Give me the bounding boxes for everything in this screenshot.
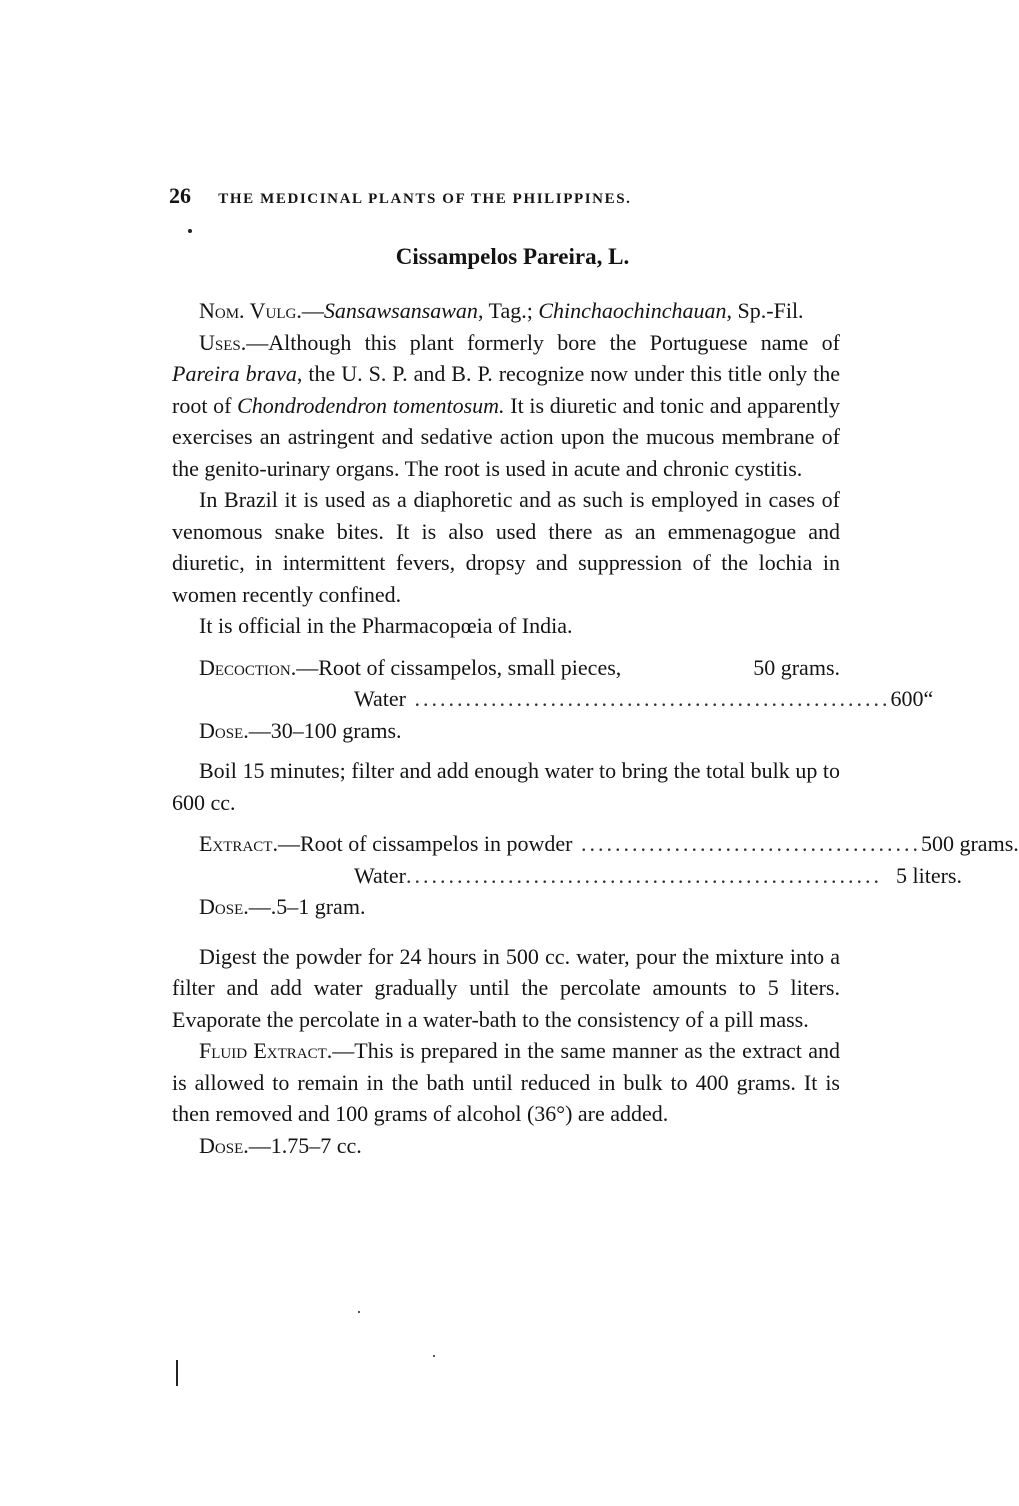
decoction-amount-2: 600 <box>890 686 924 711</box>
official-paragraph: It is official in the Pharmacopœia of India. <box>199 613 573 638</box>
dash: — <box>301 298 324 323</box>
brazil-paragraph: In Brazil it is used as a diaphoretic and as such is employed in cases of venomous snake bites. It is also used there as an emmenagogue and diuretic, in intermittent fevers, dropsy and suppression of the lochia in women recently confined. <box>172 487 840 607</box>
fluid-extract-label: Fluid Extract. <box>199 1038 333 1063</box>
decoction-line-1 <box>172 652 840 684</box>
print-speck <box>358 1311 360 1313</box>
decoction-recipe <box>172 652 934 819</box>
extract-amount-1: 500 grams. <box>920 831 1019 856</box>
extract-ingredient: —Root of cissampelos in powder <box>277 831 573 856</box>
leader-dots: ........................................................ <box>405 686 891 711</box>
decoction-ingredient: —Root of cissampelos, small pieces, <box>296 654 622 680</box>
extract-label: Extract. <box>199 831 278 856</box>
page-number: 26 <box>169 183 191 208</box>
fluid-extract-text: —This is prepared in the same manner as the extract and is allowed to remain in the bath until reduced in bulk to 400 grams. It is then removed and 100 grams of alcohol (36°) are added. <box>172 1038 840 1126</box>
decoction-dose <box>172 715 840 747</box>
leader-dots: ........................................ <box>572 831 921 856</box>
decoction-label: Decoction. <box>199 654 297 680</box>
running-header <box>169 183 849 209</box>
uses-paragraph <box>172 327 840 485</box>
dose-label: Dose. <box>199 894 249 919</box>
dose-label: Dose. <box>199 717 249 743</box>
extract-instructions: Digest the powder for 24 hours in 500 cc. water, pour the mixture into a filter and add water gradually until the percolate amounts to 5 liters. Evaporate the percolate in a water-bath to the consistency of a pill mass. <box>172 943 840 1032</box>
dose-value: —.5–1 gram. <box>248 894 366 919</box>
margin-mark <box>176 1360 178 1386</box>
extract-dose <box>172 891 840 923</box>
language-tag: , Tag.; <box>477 298 539 323</box>
section-title: Cissampelos Pareira, L. <box>395 244 630 269</box>
spanish-filipino-name: Chinchaochinchauan <box>538 298 727 323</box>
print-speck <box>188 229 192 233</box>
extract-line-2 <box>172 860 962 892</box>
running-title: THE MEDICINAL PLANTS OF THE PHILIPPINES. <box>218 191 632 207</box>
body-text <box>172 295 1019 1161</box>
extract-recipe <box>172 828 1019 1035</box>
extract-amount-2: 5 liters. <box>895 862 962 888</box>
dose-value: —1.75–7 cc. <box>248 1132 362 1158</box>
uses-label: Uses. <box>199 329 247 355</box>
decoction-amount-1: 50 grams. <box>753 654 840 680</box>
pareira-brava: Pareira brava <box>172 361 297 386</box>
fluid-extract-paragraph <box>172 1035 840 1130</box>
fluid-extract-dose <box>172 1130 840 1162</box>
uses-text-3: It is diuretic and tonic and apparently exercises an astringent and sedative action upon the mucous membrane of the genito-urinary organs. The root is used in acute and chronic cystitis. <box>172 392 840 481</box>
dose-label: Dose. <box>199 1132 249 1158</box>
decoction-water: Water <box>354 686 406 711</box>
leader-dots: ........................................................ <box>405 862 882 888</box>
ditto-mark: “ <box>923 686 934 711</box>
tagalog-name: Sansawsansawan <box>323 298 478 323</box>
extract-water: Water <box>354 862 406 888</box>
language-tag-2: , Sp.-Fil. <box>726 298 804 323</box>
nom-vulg-label: Nom. Vulg. <box>199 298 302 323</box>
decoction-instructions: Boil 15 minutes; filter and add enough water to bring the total bulk up to 600 cc. <box>172 758 840 815</box>
extract-line-1 <box>172 828 1019 860</box>
decoction-line-2 <box>172 683 934 715</box>
chondrodendron-name: Chondrodendron tomentosum. <box>237 392 505 418</box>
uses-text-2: , the U. S. P. and B. P. recognize now under this title only the root of <box>172 361 840 418</box>
uses-text-1: —Although this plant formerly bore the Portuguese name of <box>246 329 840 355</box>
nom-vulg-paragraph <box>172 295 840 327</box>
print-speck <box>433 1355 435 1357</box>
dose-value: —30–100 grams. <box>248 717 402 743</box>
